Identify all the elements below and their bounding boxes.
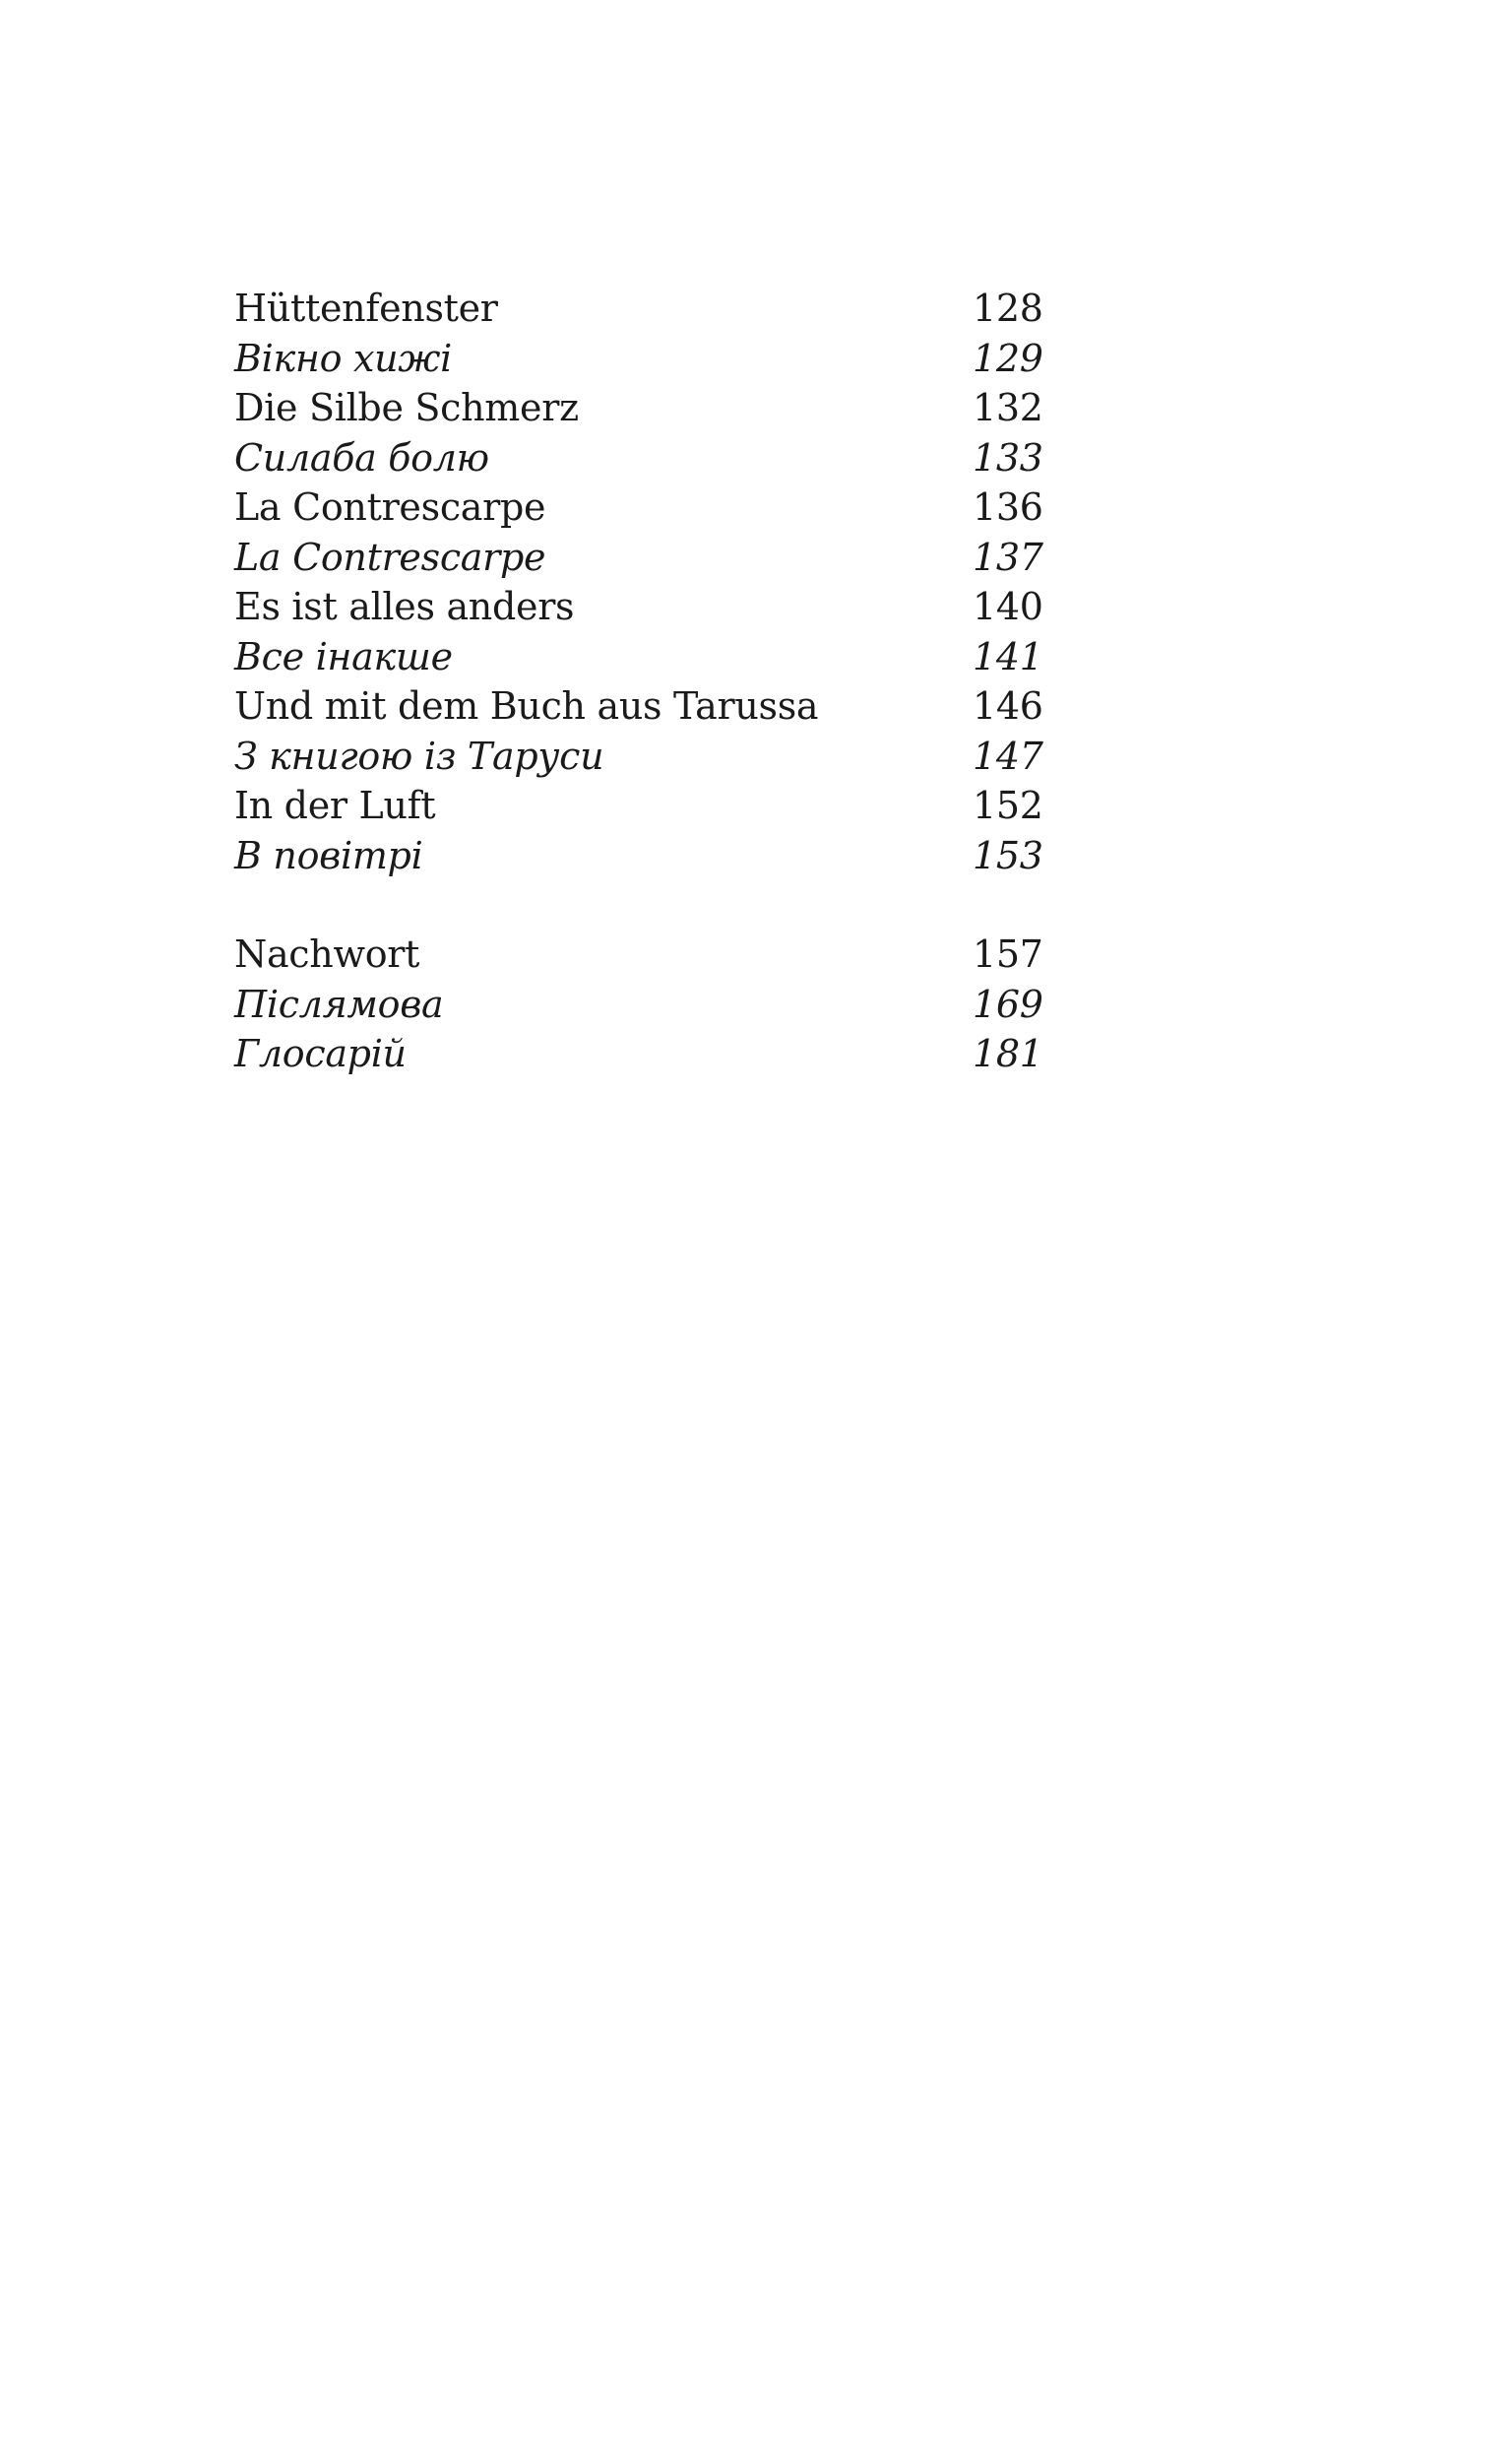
- toc-entry-title: Все інакше: [234, 634, 453, 678]
- toc-entry-title: Вікно хижі: [234, 336, 453, 380]
- toc-entry-title: Глосарій: [234, 1032, 407, 1075]
- table-of-contents: [234, 284, 1041, 1079]
- toc-entry-page: 147: [973, 734, 1043, 778]
- toc-entry-page: 137: [973, 535, 1043, 579]
- toc-entry-page: 129: [973, 336, 1043, 380]
- toc-entry-page: 128: [973, 287, 1043, 330]
- toc-entry: [234, 632, 1041, 682]
- toc-entry: [234, 930, 1041, 980]
- toc-entry-page: 141: [973, 634, 1043, 678]
- toc-entry: [234, 831, 1041, 881]
- toc-entry-title: Силаба болю: [234, 435, 489, 480]
- toc-entry-page: 136: [973, 485, 1043, 529]
- toc-entry-title: Nachwort: [234, 932, 420, 976]
- toc-entry: [234, 582, 1041, 632]
- toc-entry-page: 169: [973, 982, 1043, 1026]
- toc-entry: [234, 433, 1041, 483]
- toc-entry: [234, 681, 1041, 732]
- toc-entry-page: 153: [973, 833, 1043, 877]
- toc-entry-title: З книгою із Таруси: [234, 734, 604, 778]
- toc-group-poems: [234, 284, 1041, 880]
- toc-entry-title: La Contrescarpe: [234, 485, 546, 529]
- toc-entry: [234, 284, 1041, 334]
- toc-group-appendix: [234, 930, 1041, 1079]
- toc-entry-title: La Contrescarpe: [234, 535, 546, 579]
- toc-entry-title: Hüttenfenster: [234, 287, 498, 330]
- toc-entry-page: 132: [973, 386, 1043, 429]
- toc-entry-page: 140: [973, 585, 1043, 628]
- toc-entry-page: 152: [973, 784, 1043, 827]
- toc-entry: [234, 781, 1041, 831]
- toc-entry: [234, 1029, 1041, 1079]
- toc-entry: [234, 383, 1041, 433]
- toc-entry-page: 133: [973, 435, 1043, 480]
- toc-entry-page: 146: [973, 684, 1043, 728]
- toc-entry-title: В повітрі: [234, 833, 423, 877]
- toc-entry: [234, 334, 1041, 384]
- toc-entry: [234, 533, 1041, 583]
- toc-entry: [234, 482, 1041, 533]
- toc-entry-title: Und mit dem Buch aus Tarussa: [234, 684, 819, 728]
- toc-entry-title: Післямова: [234, 982, 444, 1026]
- toc-entry-title: Es ist alles anders: [234, 585, 575, 628]
- toc-entry: [234, 980, 1041, 1030]
- toc-entry-title: Die Silbe Schmerz: [234, 386, 579, 429]
- toc-entry: [234, 732, 1041, 782]
- toc-entry-page: 157: [973, 932, 1043, 976]
- toc-entry-title: In der Luft: [234, 784, 436, 827]
- toc-entry-page: 181: [973, 1032, 1043, 1075]
